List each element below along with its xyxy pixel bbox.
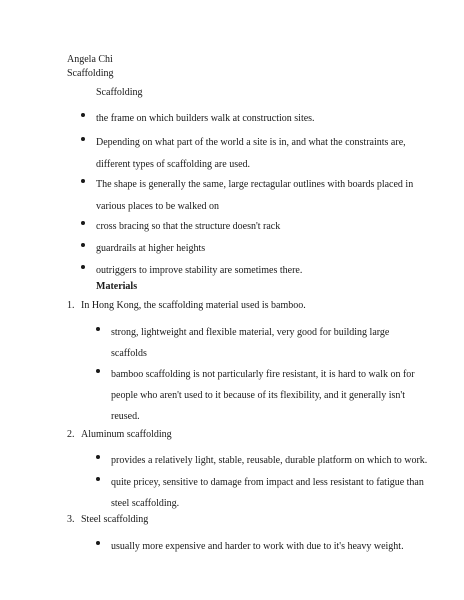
section-heading-materials: Materials (96, 281, 138, 292)
bullet-icon (96, 327, 100, 331)
author-name: Angela Chi (67, 54, 113, 65)
item-label: In Hong Kong, the scaffolding material used is bamboo. (81, 300, 306, 311)
bullet-icon (81, 137, 85, 141)
item-number: 3. (67, 514, 75, 525)
item-label: Aluminum scaffolding (81, 429, 172, 440)
list-item-text: people who aren't used to it because of its flexibility, and it generally isn't (111, 390, 405, 401)
item-number: 2. (67, 429, 75, 440)
list-item-text: quite pricey, sensitive to damage from impact and less resistant to fatigue than (111, 477, 424, 488)
bullet-icon (81, 265, 85, 269)
list-item-text: cross bracing so that the structure doesn't rack (96, 221, 281, 232)
item-number: 1. (67, 300, 75, 311)
list-item-text: outriggers to improve stability are sometimes there. (96, 265, 303, 276)
list-item-text: The shape is generally the same, large rectagular outlines with boards placed in (96, 179, 414, 190)
bullet-icon (81, 243, 85, 247)
list-item-text: strong, lightweight and flexible material, very good for building large (111, 327, 390, 338)
document-title: Scaffolding (67, 68, 114, 79)
list-item-text: provides a relatively light, stable, reusable, durable platform on which to work. (111, 455, 428, 466)
bullet-icon (96, 369, 100, 373)
item-label: Steel scaffolding (81, 514, 149, 525)
list-item-text: different types of scaffolding are used. (96, 159, 251, 170)
bullet-icon (96, 477, 100, 481)
list-item-text: Depending on what part of the world a site is in, and what the constraints are, (96, 137, 406, 148)
bullet-icon (96, 455, 100, 459)
list-item-text: guardrails at higher heights (96, 243, 206, 254)
section-heading-scaffolding: Scaffolding (96, 87, 143, 98)
list-item-text: reused. (111, 411, 140, 422)
list-item-text: scaffolds (111, 348, 147, 359)
bullet-icon (96, 541, 100, 545)
list-item-text: steel scaffolding. (111, 498, 180, 509)
list-item-text: various places to be walked on (96, 201, 220, 212)
list-item-text: the frame on which builders walk at construction sites. (96, 113, 315, 124)
bullet-icon (81, 113, 85, 117)
list-item-text: usually more expensive and harder to work with due to it's heavy weight. (111, 541, 404, 552)
list-item-text: bamboo scaffolding is not particularly fire resistant, it is hard to walk on for (111, 369, 415, 380)
bullet-icon (81, 221, 85, 225)
document-header (67, 53, 113, 81)
bullet-icon (81, 179, 85, 183)
